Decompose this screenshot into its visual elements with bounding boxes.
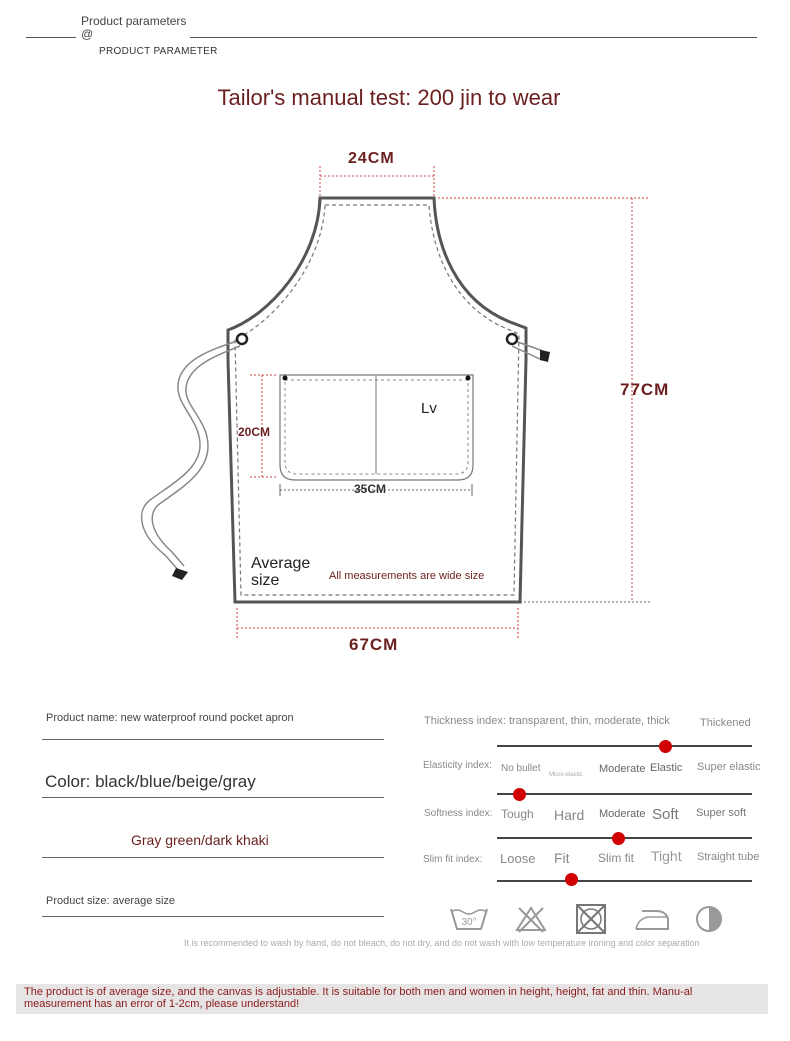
slim-fit-option-3: Tight	[651, 848, 682, 864]
softness-option-4: Super soft	[696, 807, 747, 819]
care-note: It is recommended to wash by hand, do not bleach, do not dry, and do not wash with low temperature ironing and color separation	[184, 938, 700, 948]
notice-text: The product is of average size, and the canvas is adjustable. It is suitable for both men and women in height, height, fat and thin. Manu-al measurement has an error of 1-2cm, please understand!	[24, 986, 693, 1010]
softness-option-3: Soft	[652, 806, 679, 823]
main-title: Tailor's manual test: 200 jin to wear	[217, 85, 561, 110]
pocket-width-label: 35CM	[354, 482, 387, 496]
size-label: Average size	[251, 555, 311, 589]
thickness-scale	[497, 745, 752, 747]
no-dry-icon	[575, 903, 607, 935]
apron-diagram	[0, 140, 790, 670]
slim-fit-option-1: Fit	[554, 850, 570, 866]
header-at: @	[81, 27, 94, 41]
slim-fit-option-0: Loose	[500, 851, 536, 866]
spec-divider-1	[42, 739, 384, 740]
softness-option-2: Moderate	[599, 808, 646, 820]
spec-divider-3	[42, 857, 384, 858]
elasticity-scale	[497, 793, 752, 795]
softness-option-0: Tough	[501, 807, 534, 821]
color-spec: Color: black/blue/beige/gray	[45, 772, 256, 791]
svg-text:30°: 30°	[461, 917, 477, 928]
notice-bar	[16, 984, 768, 1014]
elasticity-marker	[513, 788, 526, 801]
slim-fit-label: Slim fit index:	[423, 854, 483, 865]
softness-marker	[612, 832, 625, 845]
no-bleach-icon	[515, 905, 547, 933]
spec-divider-2	[42, 797, 384, 798]
top-width-label: 24CM	[348, 150, 395, 167]
elasticity-option-1: Micro-elastic	[549, 772, 583, 778]
product-size: Product size: average size	[46, 895, 176, 907]
header-title: Product parameters	[81, 14, 187, 28]
slim-fit-scale	[497, 880, 752, 882]
elasticity-option-4: Super elastic	[697, 761, 761, 773]
wash-30-icon	[449, 905, 489, 933]
elasticity-option-2: Moderate	[599, 763, 646, 775]
slim-fit-option-4: Straight tube	[697, 851, 760, 863]
thickness-label: Thickness index: transparent, thin, moderate, thick	[424, 715, 670, 727]
height-label: 77CM	[620, 380, 670, 399]
softness-label: Softness index:	[424, 808, 493, 819]
header-line-right	[190, 37, 757, 38]
size-note: All measurements are wide size	[329, 570, 485, 582]
slim-fit-option-2: Slim fit	[598, 851, 634, 865]
slim-fit-marker	[565, 873, 578, 886]
pocket-height-label: 20CM	[238, 425, 271, 439]
thickness-marker	[659, 740, 672, 753]
softness-option-1: Hard	[554, 807, 585, 823]
color-extra: Gray green/dark khaki	[131, 832, 269, 848]
thickness-extra: Thickened	[700, 717, 751, 729]
product-name: Product name: new waterproof round pocket apron	[46, 712, 294, 724]
color-separation-icon	[695, 905, 723, 933]
spec-divider-4	[42, 916, 384, 917]
header-subtitle: PRODUCT PARAMETER	[99, 46, 218, 57]
header-line-left	[26, 37, 76, 38]
elasticity-option-3: Elastic	[650, 762, 683, 774]
elasticity-option-0: No bullet	[501, 763, 541, 774]
iron-icon	[634, 905, 672, 933]
elasticity-label: Elasticity index:	[423, 760, 492, 771]
pocket-label: Lv	[421, 400, 437, 417]
bottom-width-label: 67CM	[349, 635, 399, 654]
